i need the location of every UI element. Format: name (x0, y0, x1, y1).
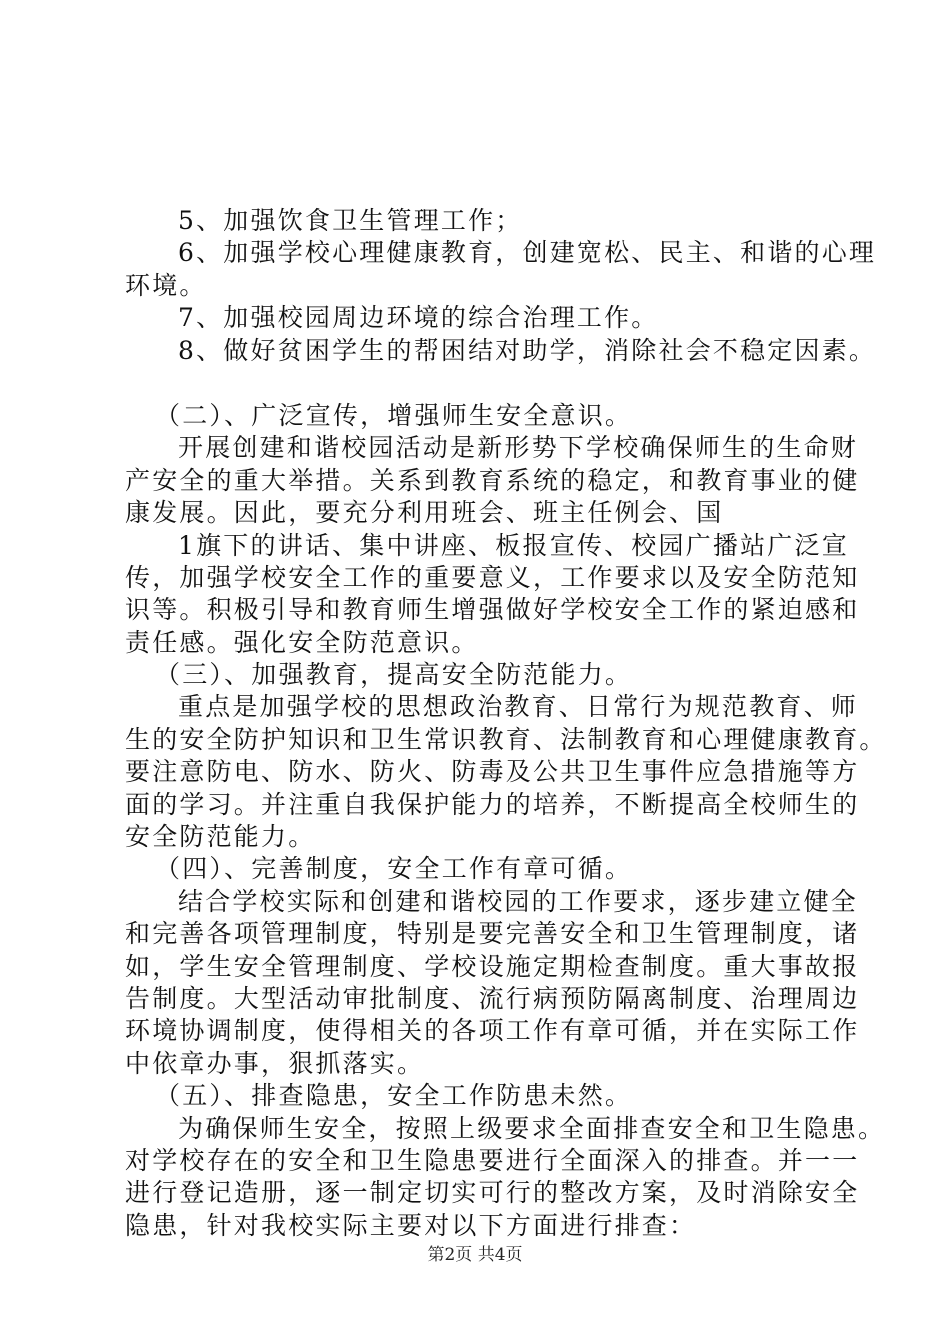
paragraph-line: 康发展。因此，要充分利用班会、班主任例会、国 (125, 498, 724, 528)
paragraph-line: 面的学习。并注重自我保护能力的培养，不断提高全校师生的 (125, 789, 860, 819)
paragraph-line: 重点是加强学校的思想政治教育、日常行为规范教育、师 (178, 692, 859, 722)
paragraph-line: 产安全的重大举措。关系到教育系统的稳定，和教育事业的健 (125, 465, 860, 495)
paragraph-line: 要注意防电、防水、防火、防毒及公共卫生事件应急措施等方 (125, 757, 860, 787)
list-item-8: 8、做好贫困学生的帮困结对助学，消除社会不稳定因素。 (178, 335, 877, 365)
list-item-6: 6、加强学校心理健康教育，创建宽松、民主、和谐的心理 (178, 238, 877, 268)
document-body (125, 205, 887, 1242)
paragraph-line: 结合学校实际和创建和谐校园的工作要求，逐步建立健全 (178, 886, 859, 916)
section-heading-3: （三）、加强教育，提高安全防范能力。 (155, 660, 633, 690)
paragraph-line: 安全防范能力。 (125, 822, 316, 852)
paragraph-line: 隐患，针对我校实际主要对以下方面进行排查： (125, 1210, 697, 1240)
paragraph-line: 进行登记造册，逐一制定切实可行的整改方案，及时消除安全 (125, 1178, 860, 1208)
paragraph-line: 告制度。大型活动审批制度、流行病预防隔离制度、治理周边 (125, 983, 860, 1013)
paragraph-line: 如，学生安全管理制度、学校设施定期检查制度。重大事故报 (125, 951, 860, 981)
paragraph-line: 和完善各项管理制度，特别是要完善安全和卫生管理制度，诸 (125, 919, 860, 949)
list-item-5: 5、加强饮食卫生管理工作； (178, 206, 523, 235)
paragraph-line: 责任感。强化安全防范意识。 (125, 627, 479, 657)
paragraph-line: 1旗下的讲话、集中讲座、板报宣传、校园广播站广泛宣 (178, 530, 849, 560)
paragraph-line: 对学校存在的安全和卫生隐患要进行全面深入的排查。并一一 (125, 1145, 860, 1175)
paragraph-gap (125, 367, 837, 400)
paragraph-line: 为确保师生安全，按照上级要求全面排查安全和卫生隐患。 (178, 1113, 886, 1143)
section-heading-5: （五）、排查隐患，安全工作防患未然。 (155, 1081, 633, 1111)
paragraph-line: 识等。积极引导和教育师生增强做好学校安全工作的紧迫感和 (125, 595, 860, 625)
paragraph-line: 环境协调制度，使得相关的各项工作有章可循，并在实际工作 (125, 1016, 860, 1046)
section-heading-2: （二）、广泛宣传，增强师生安全意识。 (155, 400, 633, 430)
paragraph-line: 开展创建和谐校园活动是新形势下学校确保师生的生命财 (178, 433, 859, 463)
paragraph-line: 中依章办事，狠抓落实。 (125, 1048, 425, 1078)
paragraph-line: 生的安全防护知识和卫生常识教育、法制教育和心理健康教育。 (125, 724, 887, 754)
section-heading-4: （四）、完善制度，安全工作有章可循。 (155, 854, 633, 884)
page-number-footer: 第2页 共4页 (427, 1245, 523, 1265)
list-item-7: 7、加强校园周边环境的综合治理工作。 (178, 303, 659, 333)
paragraph-line: 传，加强学校安全工作的重要意义，工作要求以及安全防范知 (125, 562, 860, 592)
list-item-6-continued: 环境。 (125, 270, 207, 300)
